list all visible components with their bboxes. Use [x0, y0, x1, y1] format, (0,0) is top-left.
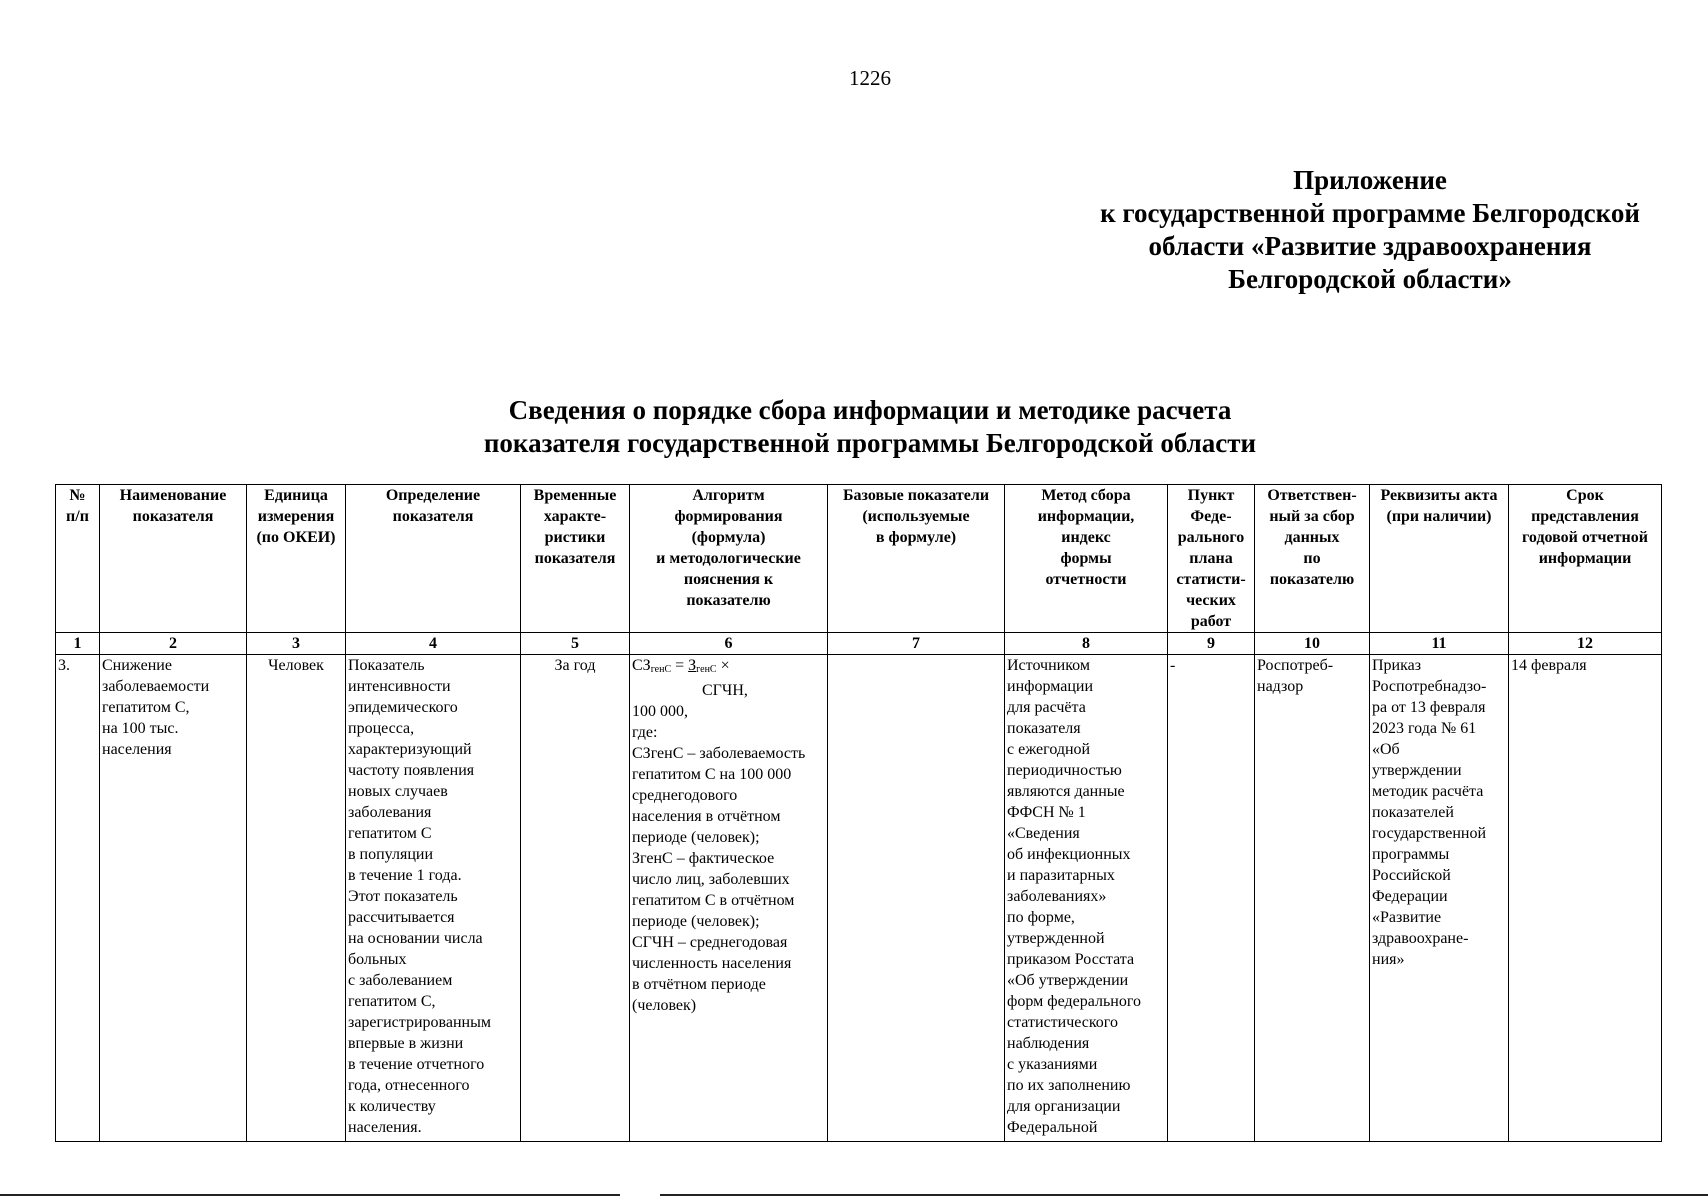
- column-number-cell: 10: [1255, 633, 1370, 655]
- formula-lhs-subscript: генС: [650, 664, 672, 675]
- column-number-cell: 7: [828, 633, 1005, 655]
- plan-item-cell: -: [1168, 655, 1255, 1142]
- column-number-cell: 11: [1370, 633, 1509, 655]
- header-cell-unit: Единица измерения (по ОКЕИ): [247, 485, 346, 633]
- formula-explanation: 100 000, где: СЗгенС – заболеваемость гепатитом С на 100 000 среднегодового населения в отчётном периоде (человек); ЗгенС – фактическое число лиц, заболевших гепатитом С в отчётном периоде (человек); СГЧН – среднегодовая численность населения в отчётном периоде (человек): [632, 703, 806, 1014]
- base-indicators-cell: [828, 655, 1005, 1142]
- appendix-line: Белгородской области»: [1228, 264, 1512, 294]
- formula-equals: =: [671, 657, 689, 674]
- column-number-cell: 3: [247, 633, 346, 655]
- formula-times: ×: [716, 657, 730, 674]
- appendix-line: области «Развитие здравоохранения: [1148, 231, 1592, 261]
- header-cell-plan-item: Пункт Феде- рального плана статисти- ческих работ: [1168, 485, 1255, 633]
- header-cell-algorithm: Алгоритм формирования (формула) и методологические пояснения к показателю: [630, 485, 828, 633]
- page-number: 1226: [849, 66, 891, 90]
- title-line: Сведения о порядке сбора информации и методике расчета: [508, 395, 1232, 425]
- header-row: [56, 485, 1662, 633]
- formula-numerator: [688, 657, 716, 674]
- appendix-line: Приложение: [1293, 165, 1447, 195]
- column-number-cell: 2: [100, 633, 247, 655]
- responsible-cell: Роспотреб- надзор: [1255, 655, 1370, 1142]
- deadline-cell: 14 февраля: [1509, 655, 1662, 1142]
- act-details-cell: Приказ Роспотребнадзо- ра от 13 февраля 2023 года № 61 «Об утверждении методик расчёта показателей государственной программы Российской Федерации «Развитие здравоохране- ния»: [1370, 655, 1509, 1142]
- appendix-heading: [1040, 164, 1700, 296]
- scan-edge-line: [0, 1194, 620, 1196]
- column-number-cell: 8: [1005, 633, 1168, 655]
- column-number-cell: 5: [521, 633, 630, 655]
- formula-denominator: СГЧН,: [702, 682, 748, 699]
- formula-lhs: СЗ: [632, 657, 651, 674]
- formula: [632, 655, 825, 680]
- column-number-row: [56, 633, 1662, 655]
- column-number-cell: 12: [1509, 633, 1662, 655]
- header-cell-definition: Определение показателя: [346, 485, 521, 633]
- document-title: [300, 394, 1440, 460]
- appendix-line: к государственной программе Белгородской: [1100, 198, 1640, 228]
- column-number-cell: 9: [1168, 633, 1255, 655]
- header-cell-name: Наименование показателя: [100, 485, 247, 633]
- collection-method-cell: Источником информации для расчёта показателя с ежегодной периодичностью являются данные ФФСН № 1 «Сведения об инфекционных и паразитарных заболеваниях» по форме, утвержденной приказом Росстата «Об утверждении форм федерального статистического наблюдения с указаниями по их заполнению для организации Федеральной: [1005, 655, 1168, 1142]
- header-cell-method: Метод сбора информации, индекс формы отчетности: [1005, 485, 1168, 633]
- definition-cell: Показатель интенсивности эпидемического процесса, характеризующий частоту появления новых случаев заболевания гепатитом С в популяции в течение 1 года. Этот показатель рассчитывается на основании числа больных с заболеванием гепатитом С, зарегистрированным впервые в жизни в течение отчетного года, отнесенного к количеству населения.: [346, 655, 521, 1142]
- header-cell-number: № п/п: [56, 485, 100, 633]
- time-characteristic-cell: За год: [521, 655, 630, 1142]
- scan-edge-line: [660, 1194, 1708, 1196]
- header-cell-base-indicators: Базовые показатели (используемые в формуле): [828, 485, 1005, 633]
- formula-numerator-text: З: [688, 657, 697, 674]
- header-cell-deadline: Срок представления годовой отчетной информации: [1509, 485, 1662, 633]
- column-number-cell: 6: [630, 633, 828, 655]
- unit-cell: Человек: [247, 655, 346, 1142]
- row-number-cell: 3.: [56, 655, 100, 1142]
- indicator-name-cell: Снижение заболеваемости гепатитом С, на 100 тыс. населения: [100, 655, 247, 1142]
- indicator-info-table: [55, 484, 1662, 1142]
- column-number-cell: 1: [56, 633, 100, 655]
- header-cell-responsible: Ответствен- ный за сбор данных по показателю: [1255, 485, 1370, 633]
- column-number-cell: 4: [346, 633, 521, 655]
- title-line: показателя государственной программы Белгородской области: [483, 428, 1257, 458]
- formula-numerator-subscript: генС: [696, 664, 717, 675]
- table-row: [56, 655, 1662, 1142]
- algorithm-cell: [630, 655, 828, 1142]
- header-cell-act: Реквизиты акта (при наличии): [1370, 485, 1509, 633]
- header-cell-time: Временные характе- ристики показателя: [521, 485, 630, 633]
